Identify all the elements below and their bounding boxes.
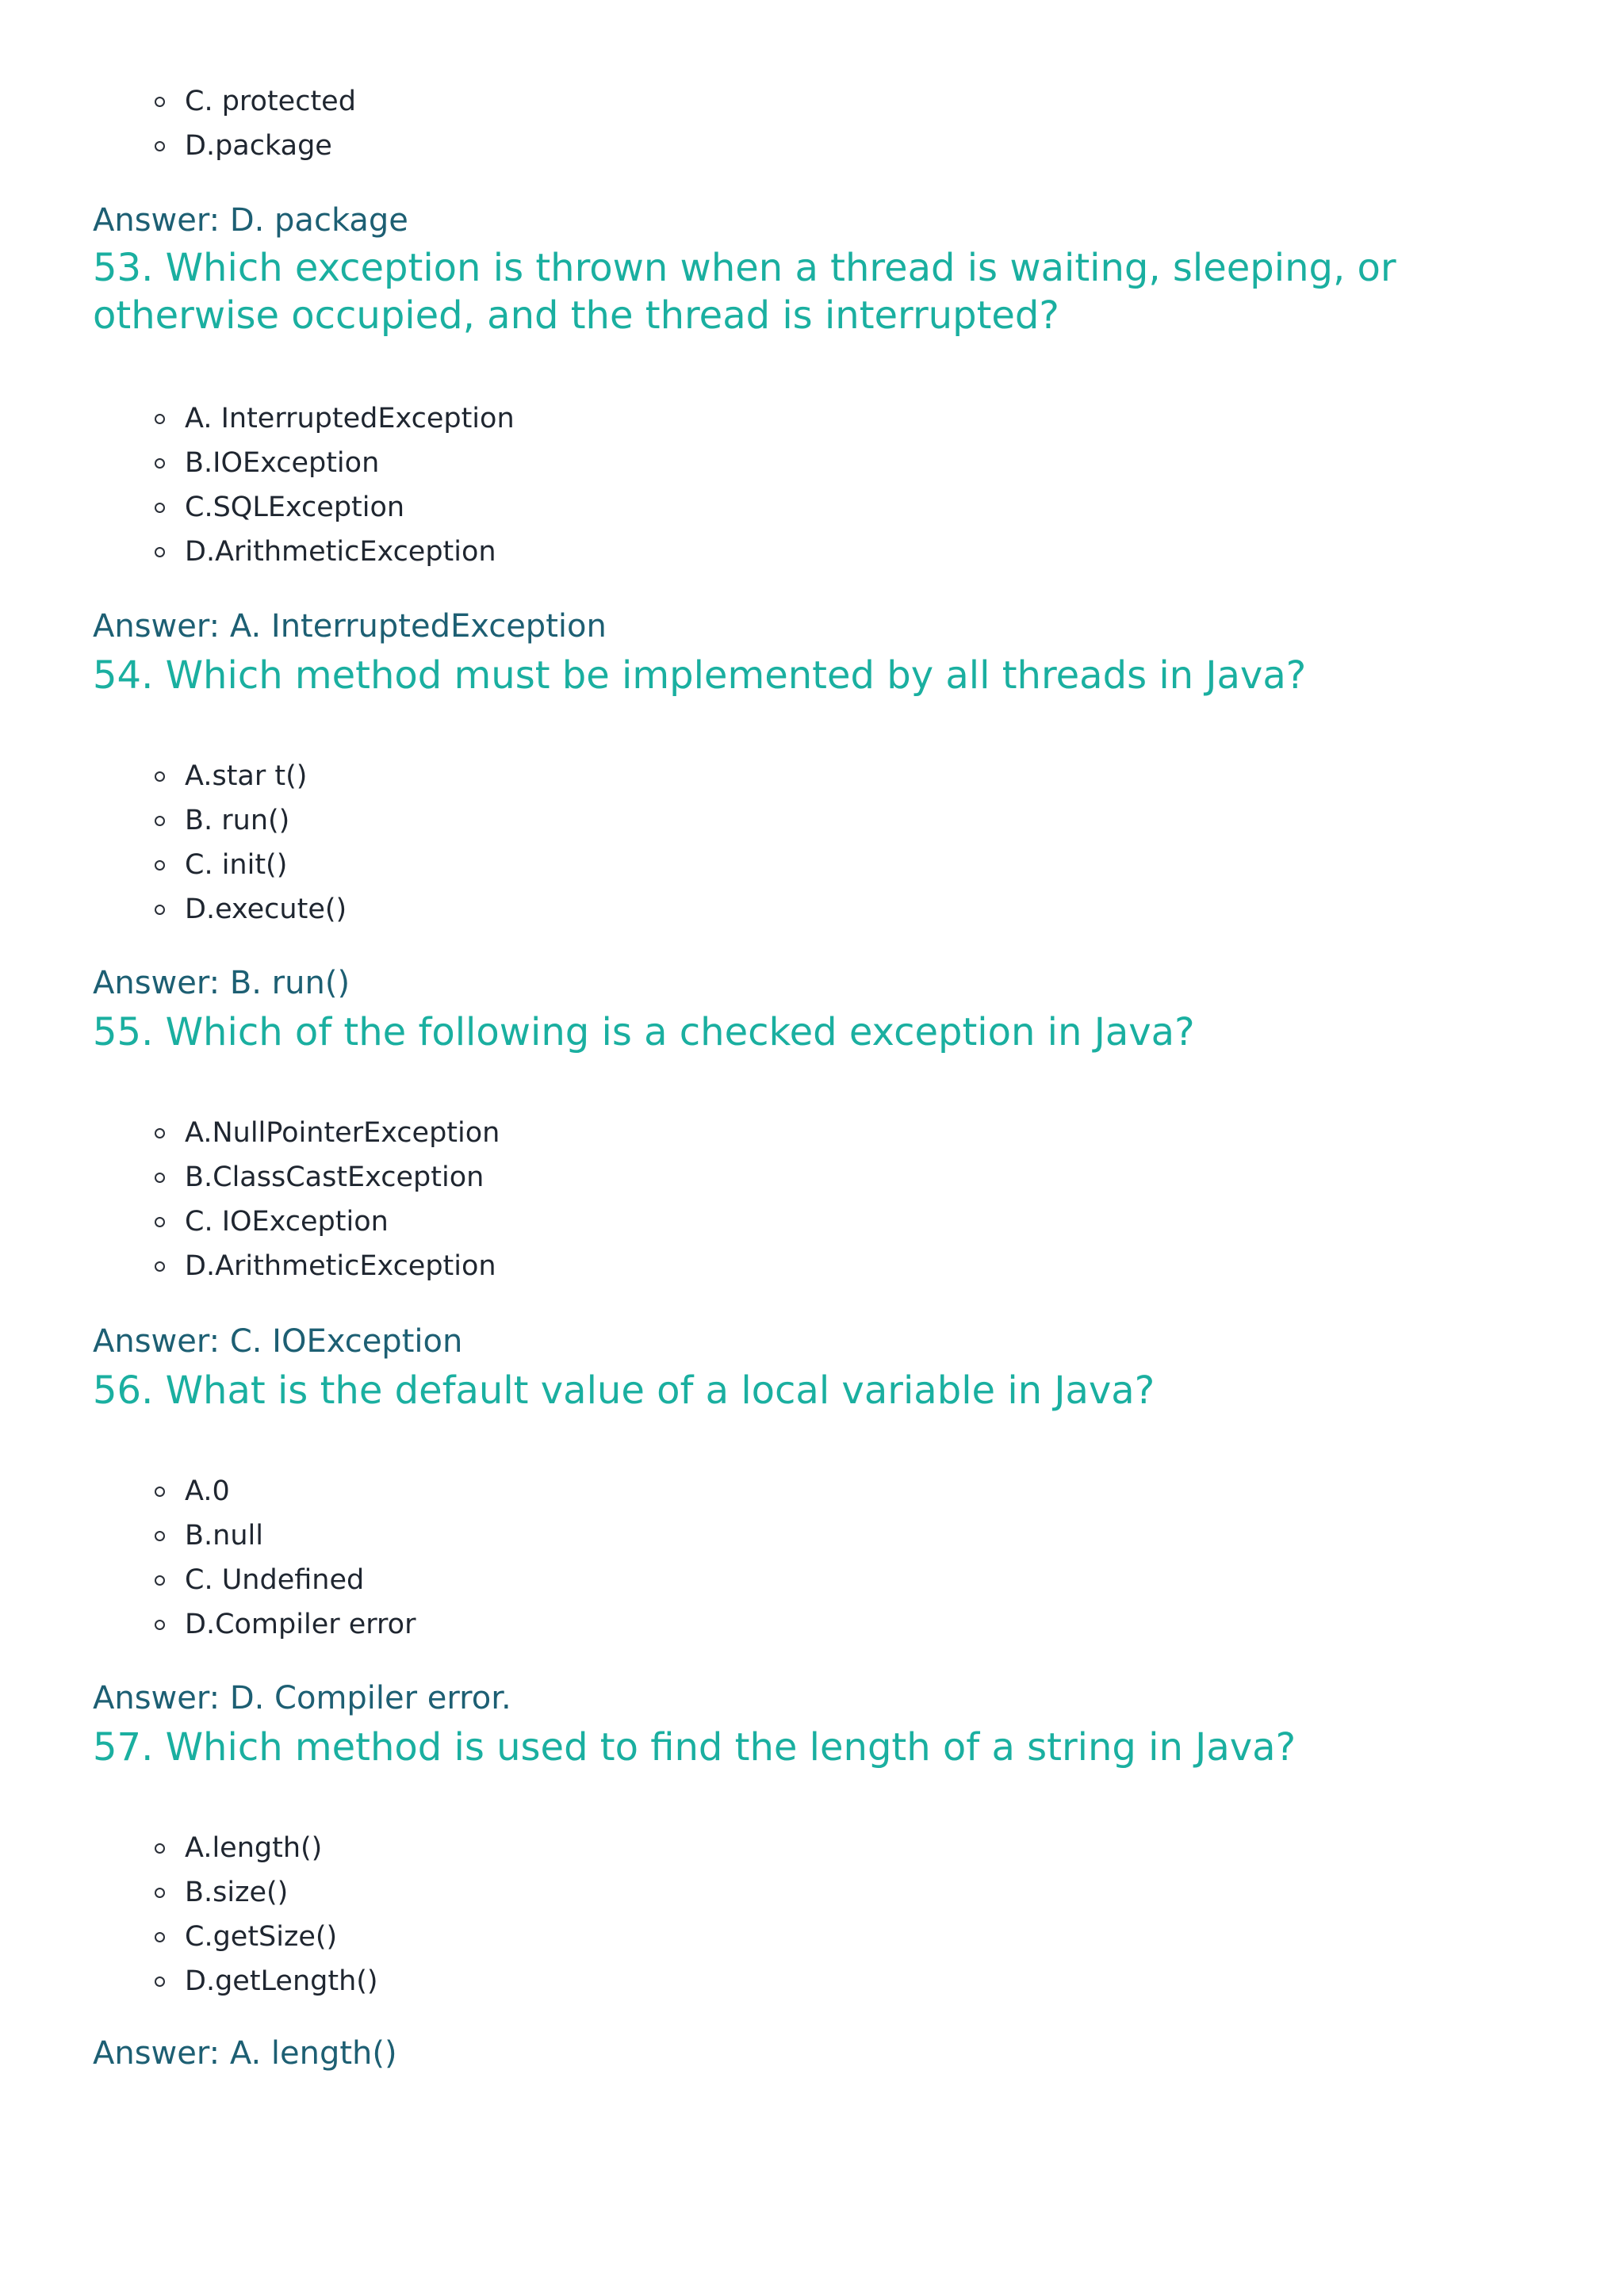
list-item — [155, 1200, 500, 1244]
circle-bullet-icon — [155, 860, 165, 871]
option-text: B.IOException — [185, 447, 380, 479]
circle-bullet-icon — [155, 141, 165, 151]
q55-options-list — [155, 1111, 500, 1288]
option-text: C. Undefined — [185, 1564, 365, 1596]
circle-bullet-icon — [155, 1620, 165, 1630]
option-text: B. run() — [185, 805, 290, 836]
list-item — [155, 396, 515, 441]
option-text: A.star t() — [185, 760, 308, 792]
option-text: B.ClassCastException — [185, 1161, 485, 1193]
q53-answer: Answer: A. InterruptedException — [93, 608, 607, 645]
circle-bullet-icon — [155, 1487, 165, 1497]
list-item — [155, 1155, 500, 1200]
list-item — [155, 1602, 416, 1647]
circle-bullet-icon — [155, 1531, 165, 1541]
list-item — [155, 1244, 500, 1288]
list-item — [155, 1513, 416, 1558]
circle-bullet-icon — [155, 1843, 165, 1854]
circle-bullet-icon — [155, 547, 165, 557]
circle-bullet-icon — [155, 1888, 165, 1898]
circle-bullet-icon — [155, 503, 165, 513]
list-item — [155, 887, 347, 932]
q55-question: 55. Which of the following is a checked exception in Java? — [93, 1010, 1195, 1054]
option-text: C. init() — [185, 849, 288, 881]
option-text: C. protected — [185, 86, 356, 117]
list-item — [155, 79, 356, 124]
option-text: C.getSize() — [185, 1921, 338, 1953]
list-item — [155, 1826, 378, 1870]
list-item — [155, 124, 356, 168]
list-item — [155, 798, 347, 843]
circle-bullet-icon — [155, 816, 165, 826]
circle-bullet-icon — [155, 97, 165, 107]
list-item — [155, 843, 347, 887]
q54-question: 54. Which method must be implemented by all threads in Java? — [93, 653, 1307, 698]
option-text: A.NullPointerException — [185, 1117, 500, 1149]
q56-options-list — [155, 1469, 416, 1647]
option-text: D.execute() — [185, 894, 347, 925]
q54-answer: Answer: B. run() — [93, 965, 350, 1001]
q53-question: 53. Which exception is thrown when a thread is waiting, sleeping, or otherwise occupied, and the thread is interrupted? — [93, 246, 1396, 338]
q57-answer: Answer: A. length() — [93, 2035, 397, 2072]
list-item — [155, 1558, 416, 1602]
q56-answer: Answer: D. Compiler error. — [93, 1680, 511, 1716]
list-item — [155, 1959, 378, 2003]
circle-bullet-icon — [155, 905, 165, 915]
list-item — [155, 1111, 500, 1155]
option-text: C. IOException — [185, 1206, 389, 1238]
q54-options-list — [155, 754, 347, 932]
option-text: A.0 — [185, 1475, 230, 1507]
q56-question: 56. What is the default value of a local variable in Java? — [93, 1368, 1155, 1413]
list-item — [155, 441, 515, 485]
q52-answer: Answer: D. package — [93, 202, 408, 239]
option-text: D.getLength() — [185, 1965, 378, 1997]
q57-options-list — [155, 1826, 378, 2003]
option-text: B.size() — [185, 1877, 289, 1908]
option-text: D.ArithmeticException — [185, 1250, 496, 1282]
circle-bullet-icon — [155, 1128, 165, 1138]
list-item — [155, 754, 347, 798]
list-item — [155, 1469, 416, 1513]
circle-bullet-icon — [155, 1932, 165, 1942]
q55-answer: Answer: C. IOException — [93, 1323, 463, 1360]
list-item — [155, 485, 515, 530]
circle-bullet-icon — [155, 771, 165, 782]
list-item — [155, 530, 515, 574]
circle-bullet-icon — [155, 1575, 165, 1586]
option-text: D.ArithmeticException — [185, 536, 496, 568]
circle-bullet-icon — [155, 1173, 165, 1183]
option-text: A.length() — [185, 1832, 323, 1864]
q53-options-list — [155, 396, 515, 574]
circle-bullet-icon — [155, 1261, 165, 1272]
circle-bullet-icon — [155, 1976, 165, 1987]
q57-question: 57. Which method is used to find the length of a string in Java? — [93, 1725, 1297, 1770]
circle-bullet-icon — [155, 1217, 165, 1227]
circle-bullet-icon — [155, 414, 165, 424]
list-item — [155, 1870, 378, 1915]
option-text: D.package — [185, 130, 332, 162]
list-item — [155, 1915, 378, 1959]
circle-bullet-icon — [155, 458, 165, 469]
option-text: B.null — [185, 1520, 263, 1552]
option-text: C.SQLException — [185, 492, 405, 523]
q52-options-list — [155, 79, 356, 168]
option-text: A. InterruptedException — [185, 403, 515, 434]
option-text: D.Compiler error — [185, 1609, 416, 1640]
